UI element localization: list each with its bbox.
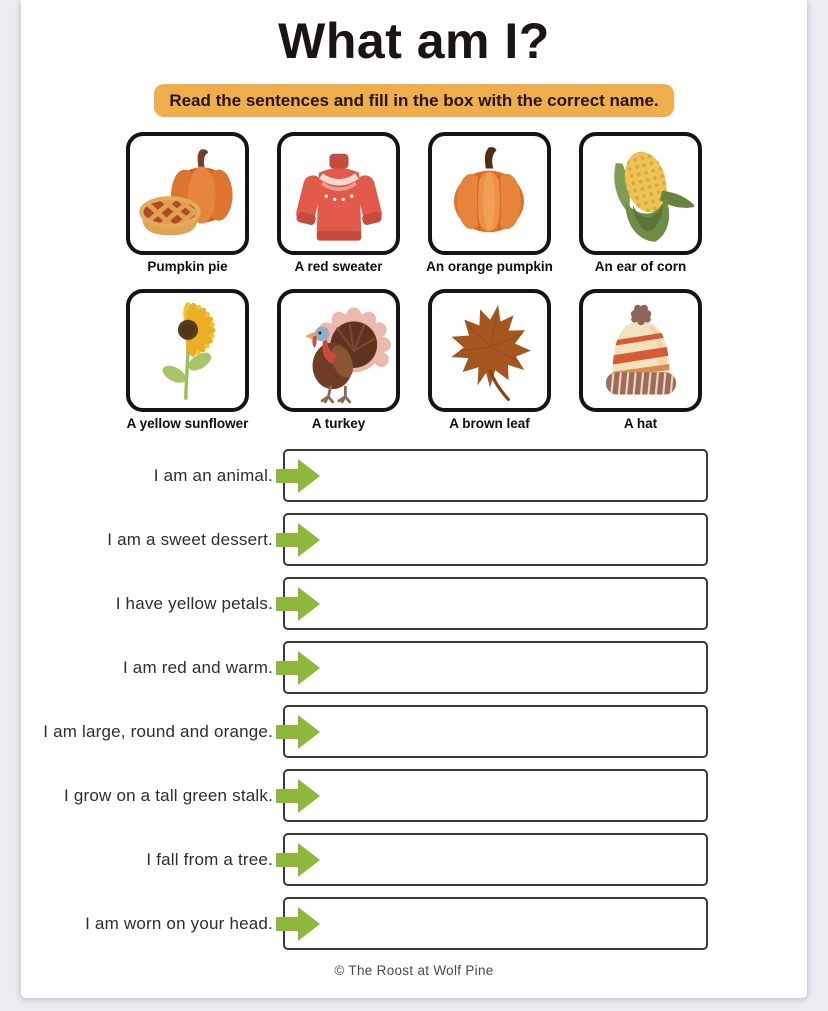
card-label: An ear of corn [594,259,687,274]
question-text: I grow on a tall green stalk. [64,785,273,805]
question-row [21,705,807,758]
picture-card-grid [112,132,716,431]
picture-card-hat [579,289,702,431]
answer-input[interactable] [283,705,708,758]
question-text: I am a sweet dessert. [107,529,273,549]
question-row [21,833,807,886]
card-label: A brown leaf [449,416,530,431]
picture-card-corn [579,132,702,274]
question-text: I am an animal. [153,465,273,485]
orange-pumpkin-icon [436,141,542,247]
card-label: A red sweater [294,259,383,274]
question-text: I fall from a tree. [146,849,273,869]
copyright-text: © The Roost at Wolf Pine [334,963,494,978]
card-label: A turkey [311,416,366,431]
question-row [21,513,807,566]
question-row [21,897,807,950]
answer-input[interactable] [283,641,708,694]
question-list [21,449,807,950]
question-text: I have yellow petals. [115,593,273,613]
picture-card-brown-leaf [428,289,551,431]
question-text: I am worn on your head. [85,913,273,933]
question-row [21,641,807,694]
hat-icon [588,298,694,404]
question-text: I am large, round and orange. [43,721,273,741]
corn-icon [588,141,694,247]
answer-input[interactable] [283,449,708,502]
question-row [21,577,807,630]
brown-leaf-icon [437,298,543,404]
answer-input[interactable] [283,897,708,950]
question-text: I am red and warm. [122,657,273,677]
answer-input[interactable] [283,769,708,822]
turkey-icon [286,298,392,404]
picture-card-turkey [277,289,400,431]
picture-card-orange-pumpkin [426,132,553,274]
answer-input[interactable] [283,577,708,630]
card-label: Pumpkin pie [147,259,228,274]
picture-card-sunflower [126,289,249,431]
question-row [21,769,807,822]
answer-input[interactable] [283,833,708,886]
instruction-banner: Read the sentences and fill in the box with the correct name. [154,84,673,117]
answer-input[interactable] [283,513,708,566]
pumpkin-pie-icon [135,141,241,247]
card-label: A yellow sunflower [126,416,249,431]
picture-card-red-sweater [277,132,400,274]
sunflower-icon [135,298,241,404]
question-row [21,449,807,502]
card-label: A hat [623,416,658,431]
worksheet-page [21,0,807,998]
page-title: What am I? [278,13,550,69]
picture-card-pumpkin-pie [126,132,249,274]
card-label: An orange pumpkin [426,259,553,274]
red-sweater-icon [286,141,392,247]
